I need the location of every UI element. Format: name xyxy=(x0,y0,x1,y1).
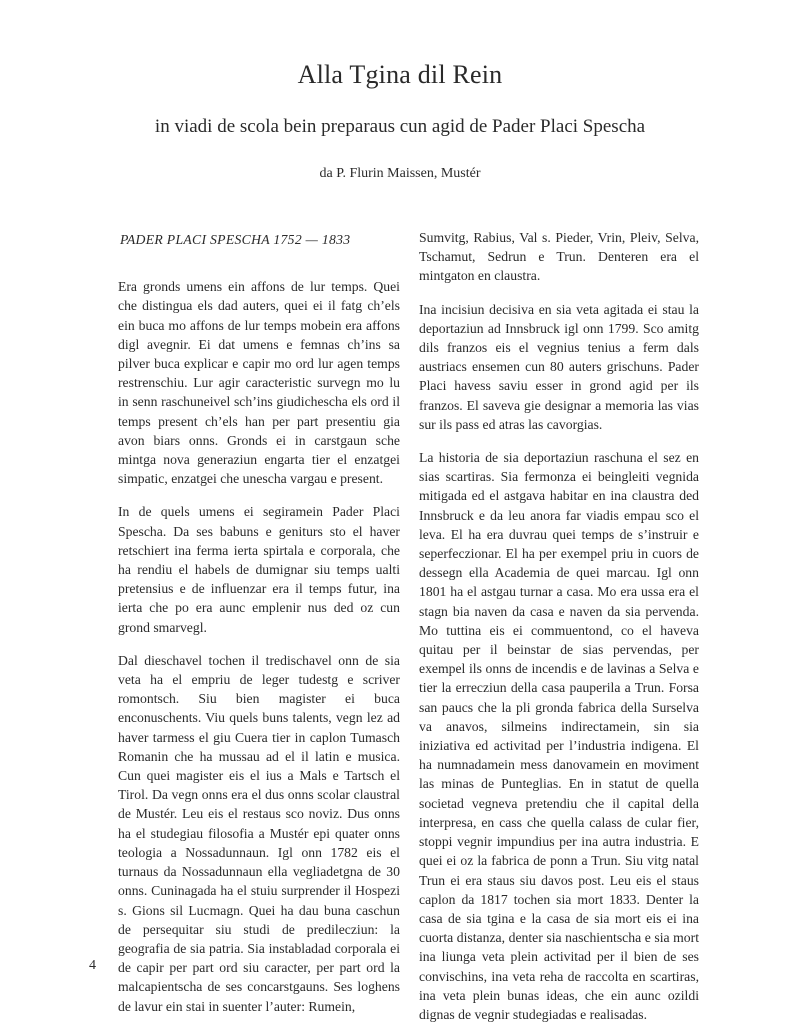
article-subtitle: in viadi de scola bein preparaus cun agid de Pader Placi Spescha xyxy=(154,116,646,137)
paragraph: Era gronds umens ein affons de lur temps. Quei che distingua els dad auters, quei ei il fatg ch’els ein buca mo affons de lur temps mobein era affons digl avegnir. Ei dat umens e femnas ch’ins sa pilver buca explicar e capir mo ord lur agen temps restrenschiu. Lur agir caracteristic survegn mo lu in senn raschuneivel sch’ins giudichescha els ord il temps present ch’els han per part presentiu gia avon biars onns. Gronds ei in carstgaun sche mintga nova generaziun engarta tier el enzatgei simpatic, enzatgei che unescha vargau e present. xyxy=(118,279,400,487)
paragraph: La historia de sia deportaziun raschuna el sez en sias scartiras. Sia fermonza ei beingleiti vegnida mitigada ed el astgava habitar en ina claustra ded Innsbruck e da leu anora far viadis empau sco el leva. El ha era duvrau quei temps de s’instruir e seperfeczionar. El ha per exempel priu in cuors de dessegn ella Academia de quei marcau. Igl onn 1801 ha el astgau turnar a casa. Mo era ussa era el stagn bia naven da casa e naven da sia pervenda. Mo tuttina eis ei commuentond, co el haveva quitau per il beinstar de sias pervendas, per exempel ils onns de incendis e de lavinas a Selva e tier la errecziun della casa pauperila a Trun. Forsa san paucs che la pli gronda fabrica della Surselva va anavos, silmeins indirectamein, sin sia iniziativa ed activitad per l’industria indigena. El ha numnadamein mess danovamein en moviment las minas de Punteglias. En in statut de quella societad vegneva pretendiu che il capital della interpresa, en cass che quella calass de cular fier, stoppi vegnir impundius per ina autra industria. E quei ei oz la fabrica de ponn a Trun. Siu vitg natal Trun ei era staus siu davos post. Leu eis el staus caplon da 1817 tochen sia mort 1833. Denter la casa de sia tgina e la casa de sia mort eis ei ina cuorta distanza, denter sia naschientscha e sia mort ina liunga veta plein activitad per il bien de ses convischins, ina veta reha de raccolta en scartiras, ina veta plein bunas ideas, che ein aunc ozildi dignas de vegnir studegiadas e realisadas. xyxy=(419,450,699,1022)
paragraph: Sumvitg, Rabius, Val s. Pieder, Vrin, Pleiv, Selva, Tschamut, Sedrun e Trun. Denteren era el mintgaton en claustra. xyxy=(419,230,699,284)
article-title: Alla Tgina dil Rein xyxy=(297,60,503,89)
paragraph: In de quels umens ei segiramein Pader Placi Spescha. Da ses babuns e geniturs sto el haver retschiert ina ferma ierta spirtala e corporala, che ha rendiu el habels de dumignar siu temps ualti pretensius e de influenzar era il temps futur, ina ierta che po era aunc emplenir nus ded oz cun grond smarvegl. xyxy=(118,504,400,635)
article-byline: da P. Flurin Maissen, Mustér xyxy=(319,166,481,181)
section-heading: PADER PLACI SPESCHA 1752 — 1833 xyxy=(120,232,351,247)
page-number: 4 xyxy=(89,958,96,973)
paragraph: Ina incisiun decisiva en sia veta agitada ei stau la deportaziun ad Innsbruck igl onn 1799. Sco amitg dils franzos eis el vegnius tenius a ferm dals austriacs ensemen cun 80 auters grischuns. Pader Placi havess saviu esser in grond agid per ils franzos. El saveva gie designar a memoria las vias sur ils pass ed atras las cavorgias. xyxy=(419,301,699,432)
left-column xyxy=(118,230,400,1016)
paragraph: Dal dieschavel tochen il tredischavel onn de sia veta ha el empriu de leger tudestg e scriver romontsch. Siu bien magister ei buca enconuschents. Viu quels buns talents, vegn lez ad haver tarmess el giu Cuera tier in caplon Tumasch Romanin che ha mussau ad el il latin e musica. Cun quei magister eis el ius a Mals e Tartsch el Tirol. Da vegn onns era el dus onns scolar claustral de Mustér. Leu eis el restaus sco noviz. Dus onns ha el studegiau filosofia a Mustér epi quater onns teologia a Nossadunnaun. Igl onn 1782 eis el turnaus da Nossadunnaun ella vegliadetgna de 30 onns. Cuninagada ha el stuiu surprender il Hospezi s. Gions sil Lucmagn. Quei ha dau buna caschun de persequitar siu studi de predilecziun: la geografia de sia patria. Sia instabladad corporala ei de capir per part ord siu caracter, per part ord la malcapientscha de ses concarstgauns. Ses loghens de lavur ein stai in suenter l’auter: Rumein, xyxy=(118,652,400,1014)
right-column xyxy=(419,228,699,1024)
